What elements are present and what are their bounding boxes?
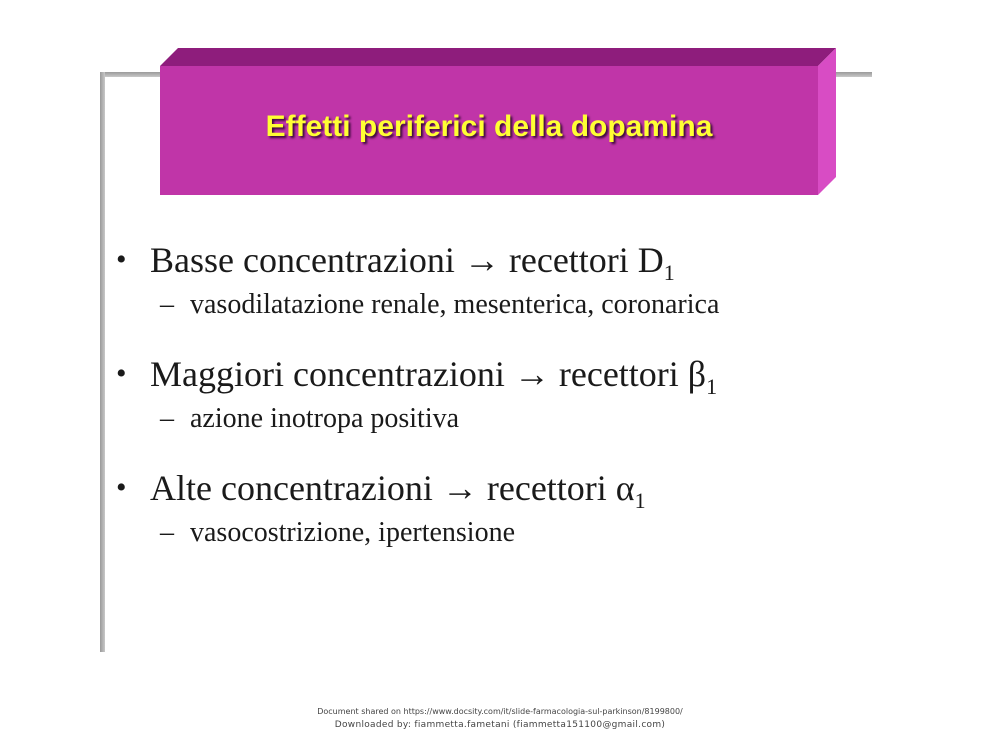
bullet-item: [112, 466, 872, 516]
bullet-text: Basse concentrazioni → recettori D: [150, 240, 664, 280]
bullet-list: [112, 238, 872, 580]
title-box: [160, 48, 836, 195]
bullet-item: [112, 238, 872, 288]
bullet-text: Alte concentrazioni → recettori α: [150, 468, 635, 508]
sub-bullet-symbol: –: [160, 517, 174, 548]
sub-bullet-text: vasodilatazione renale, mesenterica, coronarica: [190, 289, 720, 320]
bullet-subscript: 1: [706, 374, 718, 399]
bullet-subscript: 1: [663, 260, 675, 285]
footer-downloaded-by: Downloaded by: fiammetta.fametani (fiammetta151100@gmail.com): [334, 720, 666, 730]
frame-left-line: [100, 72, 105, 652]
sub-bullet-item: [112, 288, 872, 352]
bullet-symbol: •: [116, 357, 127, 390]
sub-bullet-symbol: –: [160, 403, 174, 434]
bullet-subscript: 1: [634, 488, 646, 513]
footer-shared-link[interactable]: Document shared on https://www.docsity.com/it/slide-farmacologia-sul-parkinson/8199800/: [317, 707, 683, 716]
sub-bullet-text: azione inotropa positiva: [190, 403, 460, 434]
sub-bullet-item: [112, 402, 872, 466]
bullet-text: Maggiori concentrazioni → recettori β: [150, 354, 707, 394]
bullet-symbol: •: [116, 471, 127, 504]
bullet-symbol: •: [116, 243, 127, 276]
bullet-item: [112, 352, 872, 402]
slide-title: Effetti periferici della dopamina: [265, 110, 713, 143]
sub-bullet-item: [112, 516, 872, 580]
sub-bullet-text: vasocostrizione, ipertensione: [190, 517, 516, 548]
sub-bullet-symbol: –: [160, 289, 174, 320]
